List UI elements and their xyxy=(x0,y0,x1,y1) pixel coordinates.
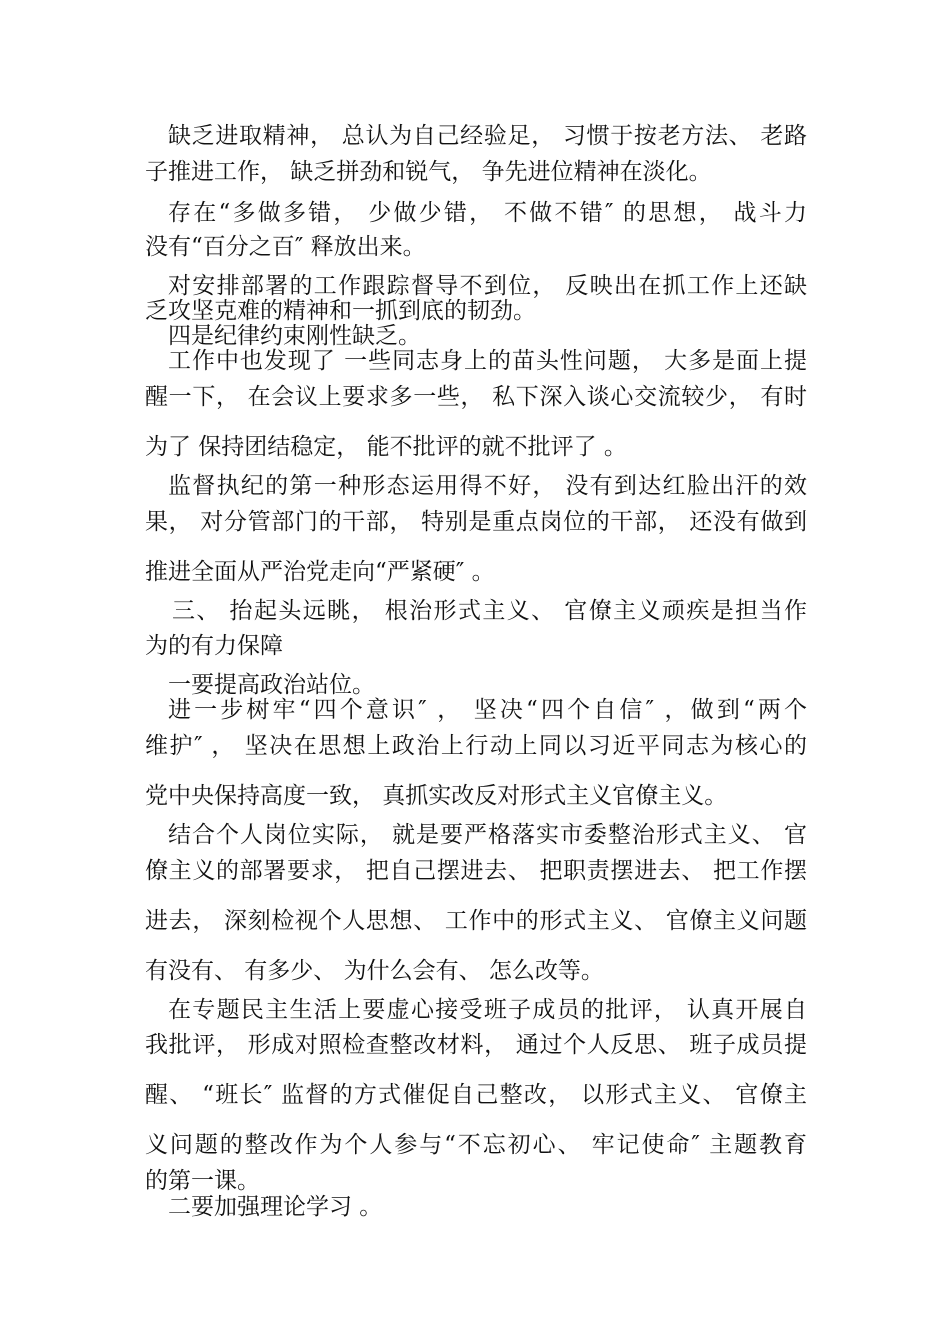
text-line: 醒一下， 在会议上要求多一些， 私下深入谈心交流较少， 有时 xyxy=(145,384,807,410)
text-line: 进一步树牢“四个意识″ ， 坚决“四个自信″ ，做到“两个 xyxy=(168,697,807,723)
text-line: 为了 保持团结稳定， 能不批评的就不批评了 。 xyxy=(145,434,627,460)
text-line: 监督执纪的第一种形态运用得不好， 没有到达红脸出汗的效 xyxy=(168,473,807,499)
text-line: 存在“多做多错， 少做少错， 不做不错″ 的思想， 战斗力 xyxy=(168,200,807,226)
text-line: 对安排部署的工作跟踪督导不到位， 反映出在抓工作上还缺 xyxy=(168,273,807,299)
text-line: 的第一课。 xyxy=(145,1168,260,1194)
text-line: 工作中也发现了 一些同志身上的苗头性问题， 大多是面上提 xyxy=(168,348,807,374)
text-line: 党中央保持高度一致， 真抓实改反对形式主义官僚主义。 xyxy=(145,783,728,809)
section-heading: 为的有力保障 xyxy=(145,633,283,659)
text-line: 维护″ ， 坚决在思想上政治上行动上同以习近平同志为核心的 xyxy=(145,733,807,759)
text-line: 有没有、 有多少、 为什么会有、 怎么改等。 xyxy=(145,958,604,984)
section-heading: 二要加强理论学习 。 xyxy=(168,1194,383,1220)
text-line: 我批评， 形成对照检查整改材料， 通过个人反思、 班子成员提 xyxy=(145,1032,807,1058)
section-heading: 三、 抬起头远眺， 根治形式主义、 官僚主义顽疾是担当作 xyxy=(172,598,807,624)
text-line: 推进全面从严治党走向“严紧硬″ 。 xyxy=(145,559,495,585)
text-line: 进去， 深刻检视个人思想、 工作中的形式主义、 官僚主义问题 xyxy=(145,908,807,934)
text-line: 在专题民主生活上要虚心接受班子成员的批评， 认真开展自 xyxy=(168,997,807,1023)
text-line: 没有“百分之百″ 释放出来。 xyxy=(145,234,426,260)
text-line: 醒、 “班长″ 监督的方式催促自己整改， 以形式主义、 官僚主 xyxy=(145,1082,807,1108)
text-line: 结合个人岗位实际， 就是要严格落实市委整治形式主义、 官 xyxy=(168,822,807,848)
text-line: 僚主义的部署要求， 把自己摆进去、 把职责摆进去、 把工作摆 xyxy=(145,858,807,884)
text-line: 缺乏进取精神， 总认为自己经验足， 习惯于按老方法、 老路 xyxy=(168,123,807,149)
text-line: 果， 对分管部门的干部， 特别是重点岗位的干部， 还没有做到 xyxy=(145,509,807,535)
section-heading: 一要提高政治站位。 xyxy=(168,672,375,698)
text-line: 义问题的整改作为个人参与“不忘初心、 牢记使命″ 主题教育 xyxy=(145,1132,807,1158)
section-heading: 四是纪律约束刚性缺乏。 xyxy=(168,323,421,349)
text-line: 乏攻坚克难的精神和一抓到底的韧劲。 xyxy=(145,298,536,324)
text-line: 子推进工作， 缺乏拼劲和锐气， 争先进位精神在淡化。 xyxy=(145,159,712,185)
